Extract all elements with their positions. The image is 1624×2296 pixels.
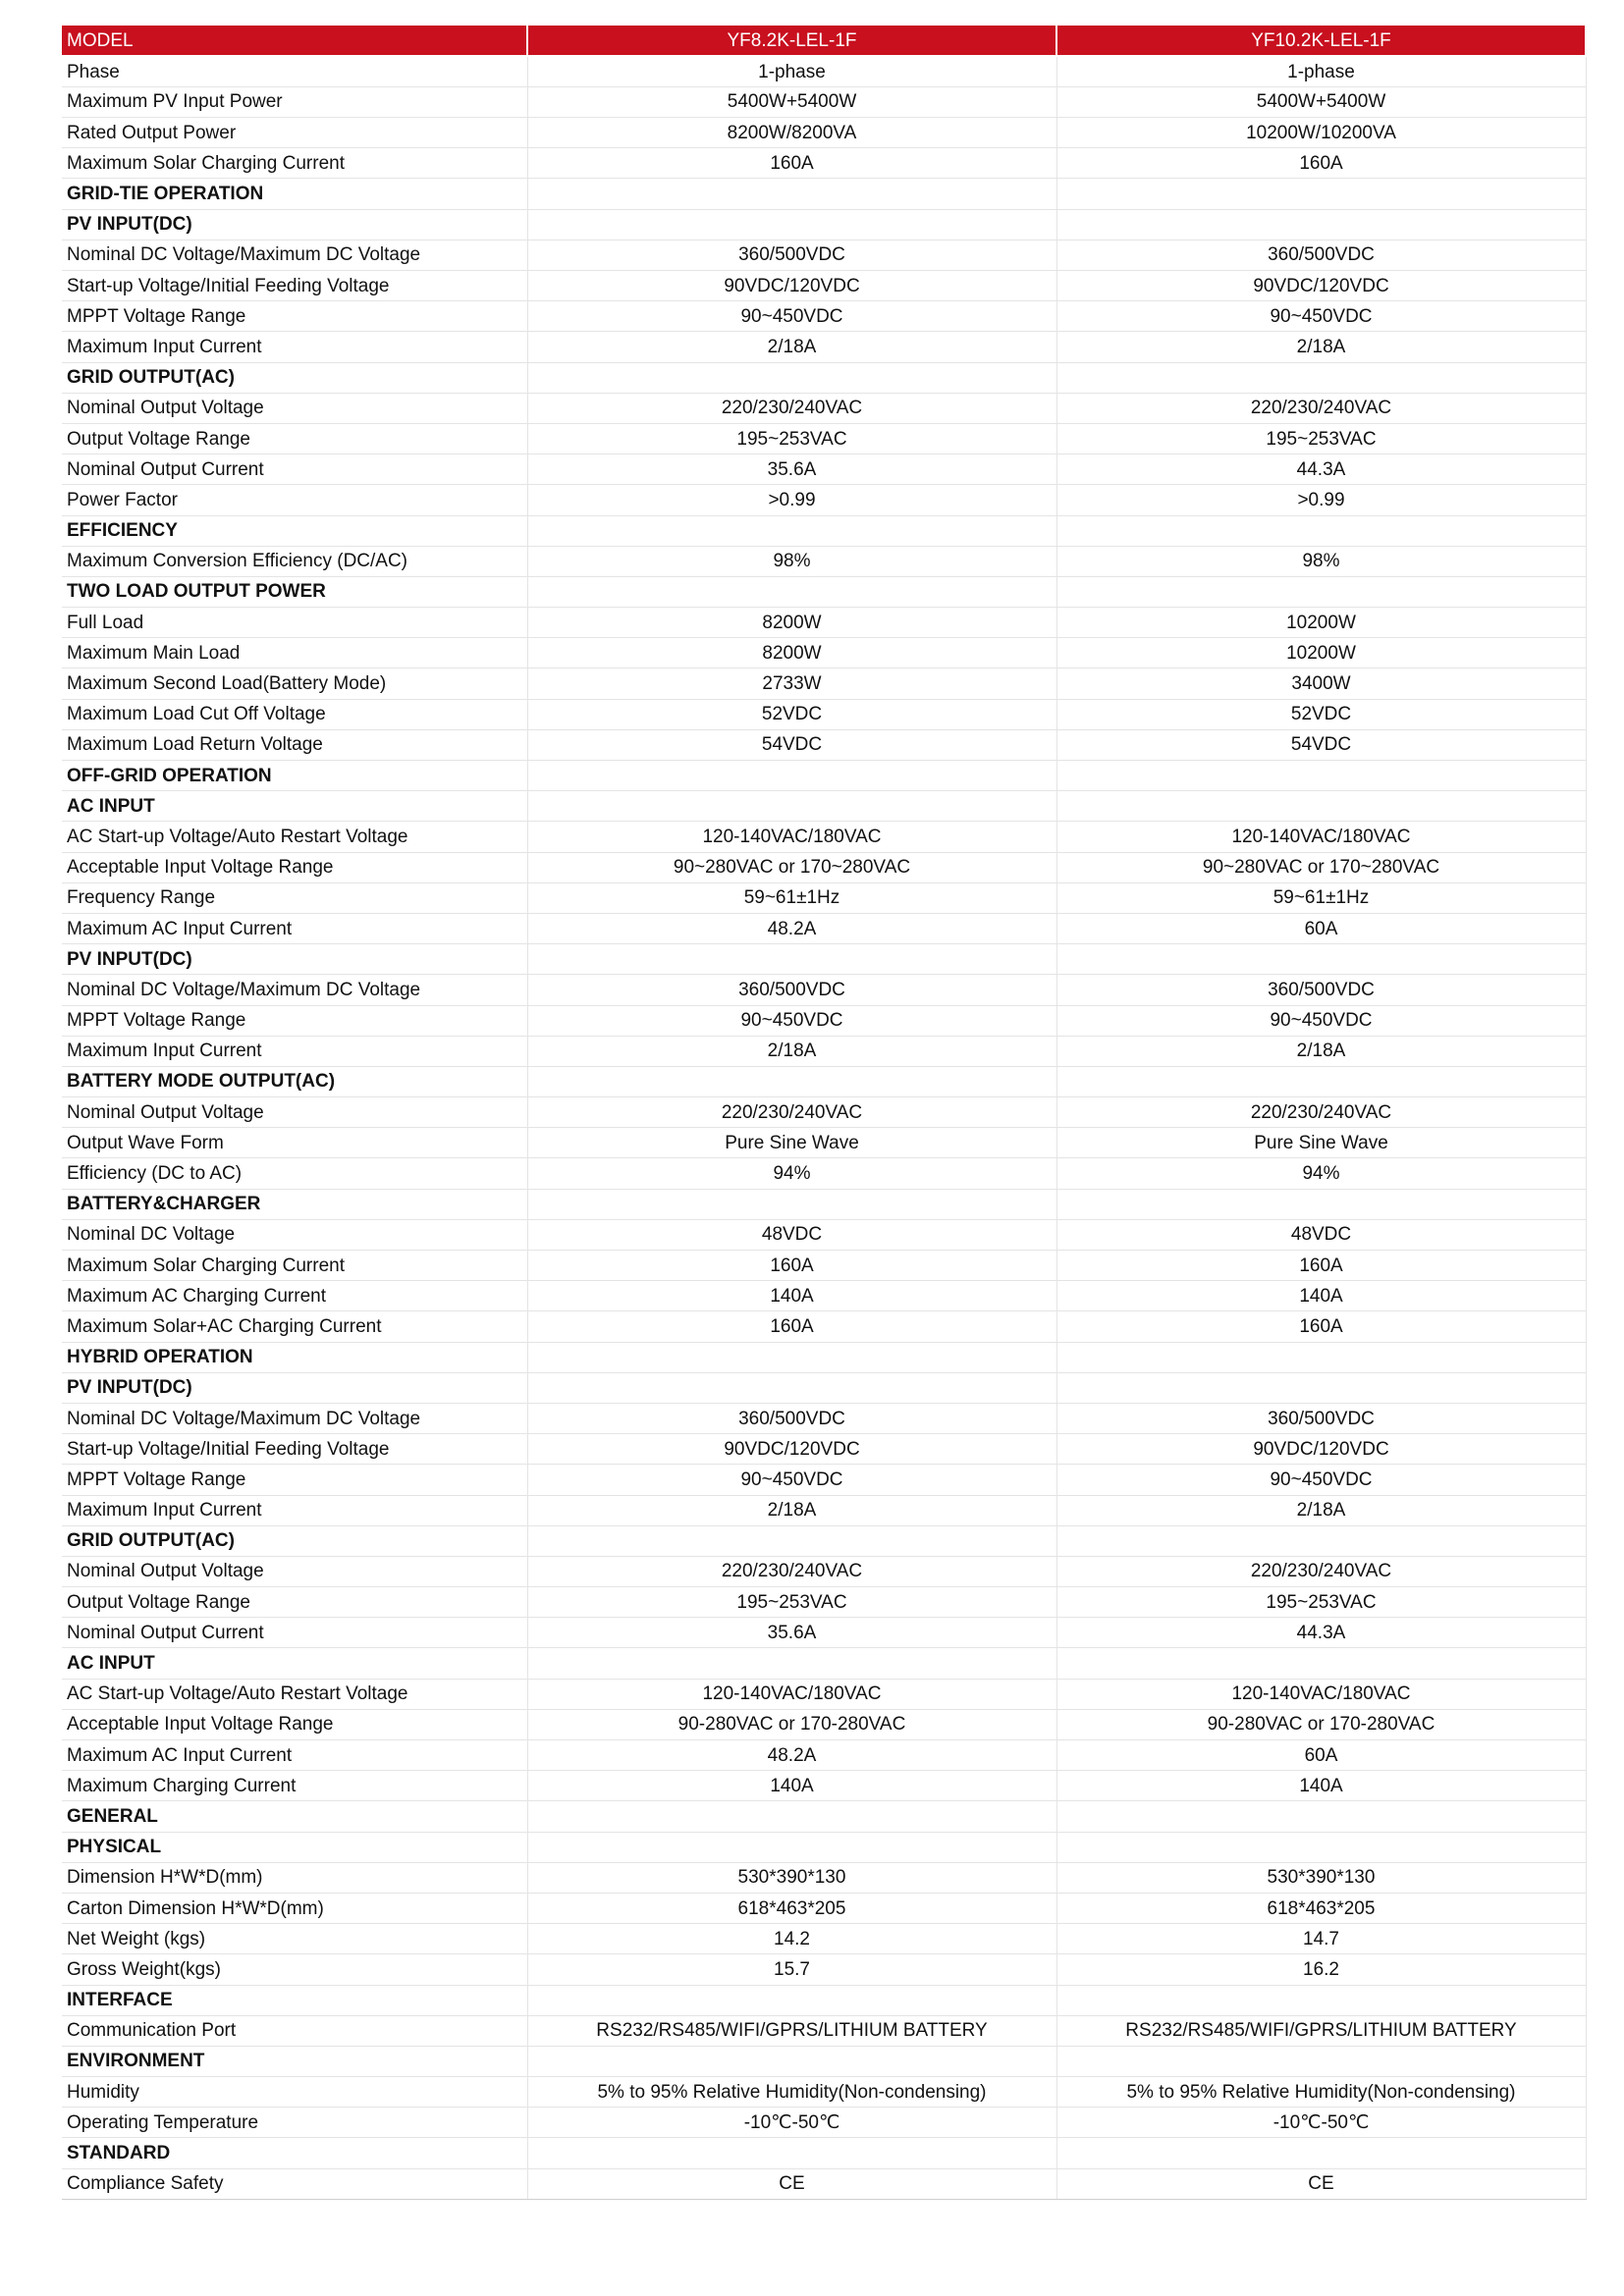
spec-value-model-1: 48VDC [527,1219,1056,1250]
spec-label: Output Voltage Range [62,1587,527,1618]
spec-value-model-1: 5400W+5400W [527,86,1056,117]
spec-row [62,332,1586,362]
spec-value-model-2: 94% [1056,1158,1586,1189]
section-row [62,791,1586,822]
section-heading: GENERAL [62,1801,527,1832]
spec-row [62,423,1586,454]
spec-value-model-2 [1056,209,1586,240]
spec-value-model-1: 90VDC/120VDC [527,1434,1056,1465]
spec-value-model-1: 90~280VAC or 170~280VAC [527,852,1056,882]
spec-value-model-1: 220/230/240VAC [527,1556,1056,1586]
spec-label: Acceptable Input Voltage Range [62,1709,527,1739]
spec-table [62,26,1587,2200]
spec-label: Carton Dimension H*W*D(mm) [62,1893,527,1923]
spec-row [62,1281,1586,1311]
spec-label: Maximum AC Input Current [62,1740,527,1771]
spec-value-model-1: 195~253VAC [527,1587,1056,1618]
spec-row [62,1587,1586,1618]
section-row [62,944,1586,975]
spec-value-model-2: 220/230/240VAC [1056,1097,1586,1128]
spec-value-model-1 [527,1342,1056,1372]
spec-value-model-1: 48.2A [527,1740,1056,1771]
spec-row [62,1495,1586,1525]
spec-value-model-1: 35.6A [527,454,1056,485]
spec-value-model-2 [1056,944,1586,975]
spec-label: Power Factor [62,485,527,515]
spec-label: Maximum Input Current [62,1495,527,1525]
spec-label: Maximum Second Load(Battery Mode) [62,668,527,699]
spec-value-model-2 [1056,1525,1586,1556]
spec-label: Nominal Output Current [62,1618,527,1648]
spec-value-model-1: 90~450VDC [527,1005,1056,1036]
spec-value-model-1: RS232/RS485/WIFI/GPRS/LITHIUM BATTERY [527,2015,1056,2046]
spec-value-model-2: 44.3A [1056,1618,1586,1648]
spec-value-model-1: 530*390*130 [527,1862,1056,1893]
spec-value-model-2: 2/18A [1056,332,1586,362]
spec-row [62,271,1586,301]
spec-value-model-2: 48VDC [1056,1219,1586,1250]
spec-value-model-1 [527,791,1056,822]
spec-label: Maximum Solar Charging Current [62,148,527,179]
spec-value-model-1: 14.2 [527,1924,1056,1954]
spec-value-model-1 [527,362,1056,393]
spec-value-model-2: 360/500VDC [1056,975,1586,1005]
spec-value-model-2: 90VDC/120VDC [1056,271,1586,301]
section-row [62,179,1586,209]
spec-value-model-1 [527,1189,1056,1219]
spec-value-model-1: 90~450VDC [527,301,1056,332]
section-row [62,1066,1586,1096]
spec-value-model-2: 160A [1056,148,1586,179]
spec-label: MPPT Voltage Range [62,1005,527,1036]
spec-value-model-1: 360/500VDC [527,240,1056,270]
spec-label: Net Weight (kgs) [62,1924,527,1954]
spec-value-model-1: 160A [527,148,1056,179]
spec-row [62,1679,1586,1709]
spec-row [62,1740,1586,1771]
spec-value-model-2 [1056,1985,1586,2015]
spec-value-model-2: 90~450VDC [1056,1005,1586,1036]
spec-label: Output Voltage Range [62,423,527,454]
spec-value-model-1: 360/500VDC [527,975,1056,1005]
section-heading: GRID OUTPUT(AC) [62,1525,527,1556]
section-heading: STANDARD [62,2138,527,2168]
spec-value-model-2: 530*390*130 [1056,1862,1586,1893]
spec-label: Maximum Solar+AC Charging Current [62,1311,527,1342]
spec-row [62,975,1586,1005]
spec-value-model-1 [527,2046,1056,2076]
spec-value-model-2: 90~450VDC [1056,1465,1586,1495]
spec-label: Nominal Output Current [62,454,527,485]
model-label: MODEL [62,26,527,56]
spec-value-model-2: 10200W [1056,638,1586,668]
spec-label: AC Start-up Voltage/Auto Restart Voltage [62,1679,527,1709]
spec-label: Start-up Voltage/Initial Feeding Voltage [62,271,527,301]
spec-label: MPPT Voltage Range [62,1465,527,1495]
spec-value-model-1: 35.6A [527,1618,1056,1648]
spec-value-model-1: Pure Sine Wave [527,1128,1056,1158]
spec-value-model-1: 48.2A [527,913,1056,943]
spec-value-model-1 [527,1066,1056,1096]
section-heading: GRID OUTPUT(AC) [62,362,527,393]
spec-label: Maximum Main Load [62,638,527,668]
spec-table-header [62,26,1586,56]
spec-value-model-2 [1056,1832,1586,1862]
spec-table-body [62,56,1586,2199]
spec-value-model-2: 3400W [1056,668,1586,699]
spec-value-model-2 [1056,2046,1586,2076]
spec-label: Rated Output Power [62,118,527,148]
spec-row [62,852,1586,882]
spec-value-model-1: -10℃-50℃ [527,2108,1056,2138]
spec-value-model-1: 140A [527,1281,1056,1311]
spec-value-model-1: 8200W [527,638,1056,668]
spec-label: Phase [62,56,527,86]
spec-value-model-2: 16.2 [1056,1954,1586,1985]
spec-value-model-1: 2/18A [527,332,1056,362]
spec-value-model-2: 90~450VDC [1056,301,1586,332]
spec-value-model-2: 90~280VAC or 170~280VAC [1056,852,1586,882]
spec-value-model-1: 5% to 95% Relative Humidity(Non-condensing) [527,2077,1056,2108]
spec-value-model-1: 90-280VAC or 170-280VAC [527,1709,1056,1739]
section-row [62,362,1586,393]
spec-label: Compliance Safety [62,2168,527,2199]
spec-label: Nominal DC Voltage/Maximum DC Voltage [62,975,527,1005]
spec-row [62,393,1586,423]
spec-value-model-2: 360/500VDC [1056,1403,1586,1433]
spec-row [62,1434,1586,1465]
spec-value-model-2: 44.3A [1056,454,1586,485]
spec-value-model-2: 140A [1056,1771,1586,1801]
spec-value-model-2 [1056,576,1586,607]
spec-value-model-2 [1056,515,1586,546]
spec-value-model-1 [527,761,1056,791]
spec-label: Maximum PV Input Power [62,86,527,117]
spec-value-model-1 [527,944,1056,975]
spec-label: Maximum Charging Current [62,1771,527,1801]
spec-row [62,913,1586,943]
spec-value-model-2 [1056,1801,1586,1832]
section-row [62,1801,1586,1832]
spec-value-model-2: 195~253VAC [1056,423,1586,454]
spec-row [62,1097,1586,1128]
section-heading: OFF-GRID OPERATION [62,761,527,791]
spec-value-model-2: 120-140VAC/180VAC [1056,822,1586,852]
spec-row [62,1618,1586,1648]
spec-label: Acceptable Input Voltage Range [62,852,527,882]
spec-row [62,729,1586,760]
spec-row [62,1771,1586,1801]
section-heading: HYBRID OPERATION [62,1342,527,1372]
spec-label: Maximum Load Return Voltage [62,729,527,760]
section-row [62,1189,1586,1219]
section-heading: GRID-TIE OPERATION [62,179,527,209]
section-heading: TWO LOAD OUTPUT POWER [62,576,527,607]
spec-row [62,118,1586,148]
section-heading: AC INPUT [62,791,527,822]
spec-value-model-1 [527,1832,1056,1862]
section-heading: EFFICIENCY [62,515,527,546]
spec-value-model-2: 618*463*205 [1056,1893,1586,1923]
spec-row [62,1311,1586,1342]
spec-value-model-2: 120-140VAC/180VAC [1056,1679,1586,1709]
spec-value-model-1: 94% [527,1158,1056,1189]
spec-value-model-2 [1056,791,1586,822]
section-row [62,761,1586,791]
spec-row [62,86,1586,117]
spec-value-model-2: 10200W/10200VA [1056,118,1586,148]
spec-value-model-2 [1056,1189,1586,1219]
spec-row [62,240,1586,270]
section-row [62,1342,1586,1372]
spec-label: Maximum AC Input Current [62,913,527,943]
spec-value-model-2: 52VDC [1056,699,1586,729]
spec-row [62,1862,1586,1893]
spec-value-model-2: -10℃-50℃ [1056,2108,1586,2138]
spec-label: Nominal DC Voltage/Maximum DC Voltage [62,240,527,270]
section-heading: BATTERY MODE OUTPUT(AC) [62,1066,527,1096]
spec-value-model-1: 59~61±1Hz [527,882,1056,913]
section-heading: INTERFACE [62,1985,527,2015]
spec-value-model-1: 54VDC [527,729,1056,760]
spec-value-model-1: 1-phase [527,56,1056,86]
spec-value-model-2: 160A [1056,1251,1586,1281]
spec-value-model-1: 220/230/240VAC [527,1097,1056,1128]
spec-label: Communication Port [62,2015,527,2046]
spec-value-model-1: 98% [527,546,1056,576]
spec-value-model-2: 160A [1056,1311,1586,1342]
spec-value-model-1 [527,2138,1056,2168]
spec-value-model-1 [527,179,1056,209]
spec-label: Start-up Voltage/Initial Feeding Voltage [62,1434,527,1465]
spec-label: Humidity [62,2077,527,2108]
section-heading: PV INPUT(DC) [62,209,527,240]
spec-row [62,1709,1586,1739]
spec-value-model-1: 160A [527,1311,1056,1342]
spec-value-model-2: 59~61±1Hz [1056,882,1586,913]
spec-value-model-1: 15.7 [527,1954,1056,1985]
spec-label: Output Wave Form [62,1128,527,1158]
spec-value-model-1 [527,1372,1056,1403]
spec-value-model-2: 5% to 95% Relative Humidity(Non-condensing) [1056,2077,1586,2108]
section-row [62,209,1586,240]
spec-value-model-1 [527,576,1056,607]
spec-label: Nominal Output Voltage [62,1097,527,1128]
spec-row [62,2108,1586,2138]
spec-value-model-2 [1056,1066,1586,1096]
spec-row [62,2077,1586,2108]
spec-row [62,1924,1586,1954]
spec-value-model-2: 98% [1056,546,1586,576]
spec-row [62,668,1586,699]
spec-row [62,1954,1586,1985]
section-row [62,2046,1586,2076]
spec-value-model-2: 195~253VAC [1056,1587,1586,1618]
spec-row [62,608,1586,638]
spec-row [62,2015,1586,2046]
spec-value-model-2: 220/230/240VAC [1056,1556,1586,1586]
spec-label: Operating Temperature [62,2108,527,2138]
spec-value-model-2 [1056,761,1586,791]
spec-row [62,1893,1586,1923]
spec-value-model-2: 60A [1056,1740,1586,1771]
spec-row [62,2168,1586,2199]
spec-row [62,1219,1586,1250]
header-row [62,26,1586,56]
spec-value-model-2: 220/230/240VAC [1056,393,1586,423]
spec-row [62,485,1586,515]
spec-value-model-1: 360/500VDC [527,1403,1056,1433]
spec-value-model-2: 360/500VDC [1056,240,1586,270]
spec-label: AC Start-up Voltage/Auto Restart Voltage [62,822,527,852]
spec-value-model-1: 120-140VAC/180VAC [527,1679,1056,1709]
spec-label: Maximum Load Cut Off Voltage [62,699,527,729]
spec-value-model-2 [1056,362,1586,393]
spec-value-model-2: 90-280VAC or 170-280VAC [1056,1709,1586,1739]
spec-value-model-2: >0.99 [1056,485,1586,515]
spec-value-model-1: 2/18A [527,1495,1056,1525]
spec-value-model-1 [527,1525,1056,1556]
spec-row [62,822,1586,852]
spec-value-model-2: 140A [1056,1281,1586,1311]
spec-value-model-2: CE [1056,2168,1586,2199]
section-row [62,1985,1586,2015]
spec-value-model-1 [527,1648,1056,1679]
spec-label: Maximum Input Current [62,1036,527,1066]
section-row [62,515,1586,546]
spec-row [62,1005,1586,1036]
spec-label: Dimension H*W*D(mm) [62,1862,527,1893]
spec-label: Frequency Range [62,882,527,913]
spec-value-model-2: 2/18A [1056,1036,1586,1066]
spec-value-model-1: 8200W [527,608,1056,638]
spec-label: Maximum Input Current [62,332,527,362]
spec-row [62,1036,1586,1066]
spec-value-model-1: 52VDC [527,699,1056,729]
section-row [62,1648,1586,1679]
spec-value-model-1: 120-140VAC/180VAC [527,822,1056,852]
spec-value-model-1 [527,209,1056,240]
spec-label: Maximum Solar Charging Current [62,1251,527,1281]
spec-value-model-2: 1-phase [1056,56,1586,86]
spec-value-model-1 [527,1801,1056,1832]
spec-value-model-2: 5400W+5400W [1056,86,1586,117]
section-heading: PHYSICAL [62,1832,527,1862]
spec-row [62,56,1586,86]
spec-row [62,638,1586,668]
spec-value-model-1: 2733W [527,668,1056,699]
spec-value-model-1: 195~253VAC [527,423,1056,454]
spec-row [62,699,1586,729]
spec-label: Gross Weight(kgs) [62,1954,527,1985]
section-row [62,2138,1586,2168]
spec-row [62,301,1586,332]
spec-value-model-2: 60A [1056,913,1586,943]
spec-row [62,148,1586,179]
spec-row [62,1465,1586,1495]
spec-value-model-1: 90VDC/120VDC [527,271,1056,301]
spec-value-model-1: 140A [527,1771,1056,1801]
spec-row [62,454,1586,485]
spec-row [62,1556,1586,1586]
section-heading: AC INPUT [62,1648,527,1679]
spec-value-model-1: 618*463*205 [527,1893,1056,1923]
spec-value-model-1: CE [527,2168,1056,2199]
spec-value-model-2 [1056,2138,1586,2168]
spec-row [62,1128,1586,1158]
section-row [62,1832,1586,1862]
spec-value-model-2: RS232/RS485/WIFI/GPRS/LITHIUM BATTERY [1056,2015,1586,2046]
spec-value-model-2 [1056,1342,1586,1372]
spec-value-model-2: 10200W [1056,608,1586,638]
section-row [62,1372,1586,1403]
spec-value-model-1: 2/18A [527,1036,1056,1066]
spec-value-model-2: Pure Sine Wave [1056,1128,1586,1158]
spec-value-model-1: >0.99 [527,485,1056,515]
spec-value-model-1: 220/230/240VAC [527,393,1056,423]
spec-value-model-1: 160A [527,1251,1056,1281]
spec-row [62,546,1586,576]
spec-value-model-1 [527,1985,1056,2015]
spec-value-model-2: 2/18A [1056,1495,1586,1525]
spec-label: MPPT Voltage Range [62,301,527,332]
spec-label: Nominal Output Voltage [62,1556,527,1586]
spec-label: Maximum Conversion Efficiency (DC/AC) [62,546,527,576]
spec-label: Efficiency (DC to AC) [62,1158,527,1189]
spec-value-model-1: 90~450VDC [527,1465,1056,1495]
spec-value-model-2 [1056,1648,1586,1679]
spec-row [62,1403,1586,1433]
spec-label: Nominal Output Voltage [62,393,527,423]
section-heading: ENVIRONMENT [62,2046,527,2076]
spec-row [62,882,1586,913]
spec-value-model-2 [1056,1372,1586,1403]
section-row [62,576,1586,607]
section-heading: BATTERY&CHARGER [62,1189,527,1219]
spec-label: Full Load [62,608,527,638]
spec-row [62,1158,1586,1189]
section-heading: PV INPUT(DC) [62,944,527,975]
spec-label: Maximum AC Charging Current [62,1281,527,1311]
section-heading: PV INPUT(DC) [62,1372,527,1403]
model-name-2: YF10.2K-LEL-1F [1056,26,1586,56]
model-name-1: YF8.2K-LEL-1F [527,26,1056,56]
spec-value-model-1 [527,515,1056,546]
spec-value-model-2: 14.7 [1056,1924,1586,1954]
spec-label: Nominal DC Voltage/Maximum DC Voltage [62,1403,527,1433]
section-row [62,1525,1586,1556]
spec-value-model-1: 8200W/8200VA [527,118,1056,148]
spec-value-model-2: 90VDC/120VDC [1056,1434,1586,1465]
spec-value-model-2: 54VDC [1056,729,1586,760]
spec-row [62,1251,1586,1281]
spec-value-model-2 [1056,179,1586,209]
spec-label: Nominal DC Voltage [62,1219,527,1250]
